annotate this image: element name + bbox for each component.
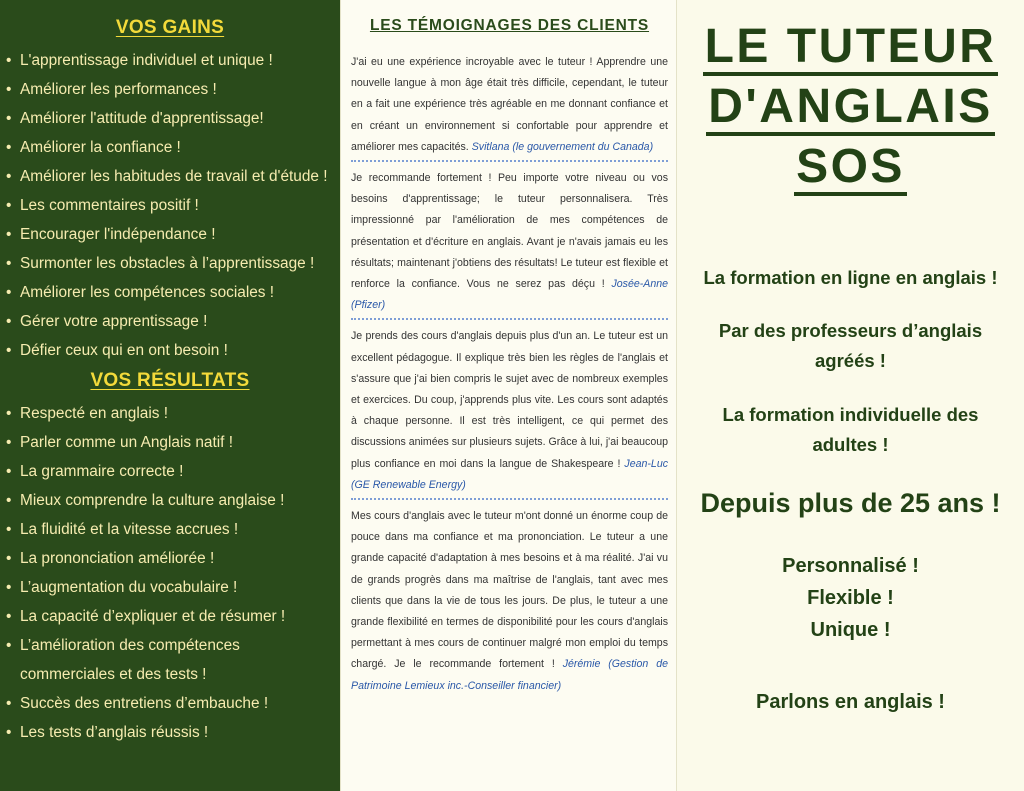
tagline-individual xyxy=(677,400,1024,460)
testimonial xyxy=(351,326,668,496)
tagline-line: La formation individuelle des xyxy=(722,404,979,425)
testimonial-text: Je prends des cours d'anglais depuis plus d'un an. Le tuteur est un excellent pédagogue. Il explique très bien les règles de l'anglais et s'assure que j'ai bien compris le sujet avec de nombreux exemples et exercices. Du coup, j'apprends plus vite. Les cours sont adaptés à chaque personne. Il est très intelligent, ce qui permet des discussions animées sur plusieurs sujets. Grâce à lui, j'ai beaucoup plus confiance en moi dans la langue de Shakespeare ! xyxy=(351,330,668,470)
tagline-online: La formation en ligne en anglais ! xyxy=(703,267,998,288)
list-item: • L’augmentation du vocabulaire ! xyxy=(6,573,334,602)
list-item: • Améliorer l'attitude d'apprentissage! xyxy=(6,104,334,133)
testimonial-text: Mes cours d'anglais avec le tuteur m'ont donné un énorme coup de pouce dans ma confiance et ma prononciation. Le tuteur a une grande capacité d'adaptation à mes besoins et à ma réalité. J'ai vu de grands progrès dans ma maîtrise de l'anglais, tant avec mes clients que dans la vie de tous les jours. De plus, le tuteur a une grande flexibilité en termes de disponibilité pour les cours d'anglais permettant à mes cours de continuer malgré mon emploi du temps chargé. Je le recommande fortement ! xyxy=(351,510,668,671)
testimonial xyxy=(351,168,668,316)
feature-personalized: Personnalisé ! xyxy=(782,555,919,577)
list-item: • La prononciation améliorée ! xyxy=(6,544,334,573)
tagline-line: adultes ! xyxy=(812,434,889,455)
testimonials-panel xyxy=(340,0,677,791)
dotted-separator xyxy=(351,318,668,320)
list-item: • Respecté en anglais ! xyxy=(6,399,334,428)
closing-line: Parlons en anglais ! xyxy=(756,691,945,713)
list-item: • Surmonter les obstacles à l’apprentissage ! xyxy=(6,249,334,278)
list-item: • Succès des entretiens d’embauche ! xyxy=(6,689,334,718)
testimonial-text: J'ai eu une expérience incroyable avec le tuteur ! Apprendre une nouvelle langue à mon âge était très difficile, cependant, le tuteur en a fait une expérience très agréable en me donnant confiance et en créant un environnement si confortable pour apprendre et améliorer mes capacités. xyxy=(351,56,668,153)
tagline-line: agréés ! xyxy=(815,350,886,371)
testimonial xyxy=(351,506,668,697)
list-item: • Défier ceux qui en ont besoin ! xyxy=(6,336,334,365)
list-item: • Améliorer les performances ! xyxy=(6,75,334,104)
feature-unique: Unique ! xyxy=(810,619,891,641)
testimonial xyxy=(351,52,668,158)
list-item: • L’amélioration des compétences commerciales et des tests ! xyxy=(6,631,334,689)
results-heading: VOS RÉSULTATS xyxy=(90,370,250,391)
since-years: Depuis plus de 25 ans ! xyxy=(700,488,1001,518)
list-item: • Améliorer les compétences sociales ! xyxy=(6,278,334,307)
list-item: • La grammaire correcte ! xyxy=(6,457,334,486)
feature-flexible: Flexible ! xyxy=(807,587,894,609)
list-item: • Les tests d’anglais réussis ! xyxy=(6,718,334,747)
dotted-separator xyxy=(351,498,668,500)
testimonial-text: Je recommande fortement ! Peu importe votre niveau ou vos besoins d'apprentissage; le tuteur personnalisera. Très impressionné par l'amélioration de mes compétences de présentation et d'écriture en anglais. Avant je n'avais jamais eu les résultats; maintenant j'obtiens des résultats! Le tuteur est flexible et renforce la confiance. Vous ne serez pas déçu ! xyxy=(351,172,668,291)
results-list xyxy=(6,399,334,747)
testimonial-author: Josée-Anne (Pfizer) xyxy=(351,278,668,312)
dotted-separator xyxy=(351,160,668,162)
list-item: • Gérer votre apprentissage ! xyxy=(6,307,334,336)
testimonial-author: Jean-Luc (GE Renewable Energy) xyxy=(351,457,669,491)
list-item: • Améliorer la confiance ! xyxy=(6,133,334,162)
list-item: • Les commentaires positif ! xyxy=(6,191,334,220)
list-item: • Améliorer les habitudes de travail et d'étude ! xyxy=(6,162,334,191)
list-item: • La capacité d’expliquer et de résumer ! xyxy=(6,602,334,631)
list-item: • Parler comme un Anglais natif ! xyxy=(6,428,334,457)
testimonial-author: Jérémie (Gestion de Patrimoine Lemieux inc.-Conseiller financier) xyxy=(351,658,668,692)
brand-title-line: SOS xyxy=(794,142,907,196)
list-item: • Encourager l'indépendance ! xyxy=(6,220,334,249)
list-item: • La fluidité et la vitesse accrues ! xyxy=(6,515,334,544)
promo-panel xyxy=(677,0,1024,791)
benefits-panel xyxy=(0,0,340,791)
tagline-teachers xyxy=(677,316,1024,376)
gains-list xyxy=(6,46,334,365)
testimonial-author: Svitlana (le gouvernement du Canada) xyxy=(471,140,654,153)
testimonials-heading: LES TÉMOIGNAGES DES CLIENTS xyxy=(369,17,650,34)
brand-title-line: D'ANGLAIS xyxy=(706,82,995,136)
list-item: • Mieux comprendre la culture anglaise ! xyxy=(6,486,334,515)
list-item: • L'apprentissage individuel et unique ! xyxy=(6,46,334,75)
brand-title xyxy=(677,22,1024,202)
features xyxy=(677,550,1024,646)
tagline-line: Par des professeurs d’anglais xyxy=(718,320,983,341)
gains-heading: VOS GAINS xyxy=(115,17,225,38)
brand-title-line: LE TUTEUR xyxy=(703,22,999,76)
